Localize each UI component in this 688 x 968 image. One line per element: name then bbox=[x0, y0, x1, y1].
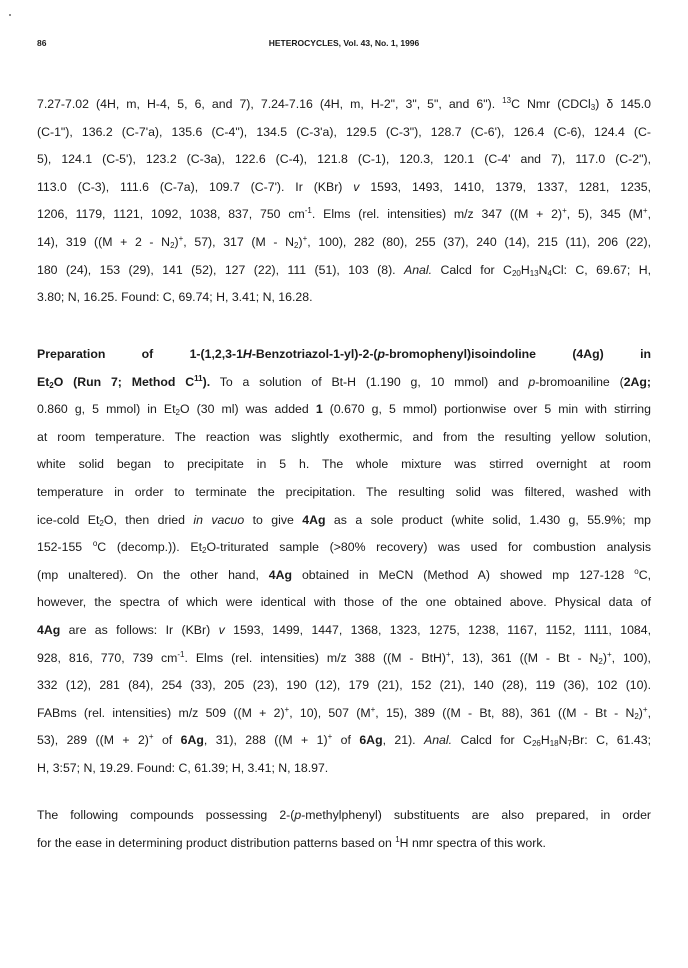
text-line: 113.0 (C-3), 111.6 (C-7a), 109.7 (C-7'). Ir (KBr) v 1593, 1493, 1410, 1379, 1337, 1281, 1235, bbox=[37, 179, 652, 194]
text-line: 332 (12), 281 (84), 254 (33), 205 (23), 190 (12), 179 (21), 152 (21), 140 (28), 119 (36), 102 (10). bbox=[37, 678, 651, 693]
text-line: 14), 319 ($(M + 2 - N_2)^+$, 57), 317 $(M - N_2)^+$, 100), 282 (80), 255 (37), 240 (14), 215 (11), 206 (22), bbox=[37, 233, 651, 250]
text-line: however, the spectra of which were identical with those of the one obtained above. Physical data of bbox=[37, 595, 651, 610]
text-line: 152-155 $^o$C (decomp.)). $Et_2O$-triturated sample (>80% recovery) was used for combustion analysis bbox=[37, 539, 651, 556]
text-line: temperature in order to terminate the precipitation. The resulting solid was filtered, washed with bbox=[37, 484, 651, 499]
text-line: (mp unaltered). On the other hand, 4Ag obtained in MeCN (Method A) showed mp 127-128 $^o$C, bbox=[37, 566, 652, 582]
text-line: FABms (rel. intensities) m/z 509 ((M + 2)+, 10), 507 (M+, 15), 389 ((M - Bt, 88), 361 ((M - Bt - $N_2)^+$, bbox=[37, 704, 651, 721]
text-line: (C-1"), 136.2 (C-7'a), 135.6 (C-4"), 134.5 (C-3'a), 129.5 (C-3"), 128.7 (C-6'), 126.4 (C-6), 124.4 (C- bbox=[37, 124, 651, 139]
scan-speck bbox=[9, 14, 11, 16]
text-line: The following compounds possessing 2-(p-methylphenyl) substituents are also prepared, in order bbox=[37, 808, 652, 822]
text-line: 5), 124.1 (C-5'), 123.2 (C-3a), 122.6 (C-4), 121.8 (C-1), 120.3, 120.1 (C-4' and 7), 117.0 (C-2"), bbox=[37, 152, 651, 167]
text-line: 4Ag are as follows: Ir (KBr) v 1593, 1499, 1447, 1368, 1323, 1275, 1238, 1167, 1152, 1111, 1084, bbox=[37, 622, 652, 637]
paragraph-following-compounds bbox=[37, 802, 651, 857]
paragraph-spectral-data bbox=[37, 91, 651, 312]
text-line: 53), 289 ((M + 2)+ of 6Ag, 31), 288 ((M + 1)+ of 6Ag, 21). Anal. Calcd for $C_{26}H_{18}N_7Br$: C, 61.43; bbox=[37, 732, 651, 749]
journal-header: HETEROCYCLES, Vol. 43, No. 1, 1996 bbox=[268, 38, 420, 48]
text-line: Preparation of 1-(1,2,3-1H-Benzotriazol-1-yl)-2-(p-bromophenyl)isoindoline (4Ag) in bbox=[37, 347, 652, 361]
text-line: 180 (24), 153 (29), 141 (52), 127 (22), 111 (51), 103 (8). Anal. Calcd for $C_{20}H_{13}N_4Cl$: C, 69.67; H, bbox=[37, 262, 652, 278]
text-line: H, 3:57; N, 19.29. Found: C, 61.39; H, 3.41; N, 18.97. bbox=[37, 760, 329, 775]
running-header bbox=[0, 38, 688, 52]
text-line: ice-cold $Et_2O$, then dried in vacuo to give 4Ag as a sole product (white solid, 1.430 g, 55.9%; mp bbox=[37, 512, 651, 528]
text-line: white solid began to precipitate in 5 h. The whole mixture was stirred overnight at room bbox=[37, 457, 651, 472]
text-line: 928, 816, 770, 739 $cm^{-1}$. Elms (rel. intensities) m/z 388 ((M - BtH)+, 13), 361 ((M - Bt - $N_2)^+$, 100), bbox=[37, 649, 651, 666]
text-line: 7.27-7.02 (4H, m, H-4, 5, 6, and 7), 7.24-7.16 (4H, m, H-2", 3", 5", and 6"). $^{13}$C Nmr (CDCl$_3$) δ 145.0 bbox=[37, 96, 652, 112]
text-line: for the ease in determining product distribution patterns based on $^1$H nmr spectra of this work. bbox=[37, 834, 546, 850]
text-line: at room temperature. The reaction was slightly exothermic, and from the resulting yellow solution, bbox=[37, 429, 651, 444]
text-line: 1206, 1179, 1121, 1092, 1038, 837, 750 $cm^{-1}$. Elms (rel. intensities) m/z 347 ((M + 2)+, 5), 345 (M+, bbox=[37, 206, 652, 222]
text-line: $Et_2O$ (Run 7; Method $C^{11}$). To a solution of Bt-H (1.190 g, 10 mmol) and p-bromoaniline (2Ag; bbox=[37, 373, 652, 390]
text-line: 0.860 g, 5 mmol) in $Et_2O$ (30 ml) was added 1 (0.670 g, 5 mmol) portionwise over 5 min with stirring bbox=[37, 402, 651, 418]
page-number: 86 bbox=[37, 38, 47, 48]
text-line: 3.80; N, 16.25. Found: C, 69.74; H, 3.41; N, 16.28. bbox=[37, 290, 313, 305]
paragraph-preparation-4ag bbox=[37, 341, 651, 783]
